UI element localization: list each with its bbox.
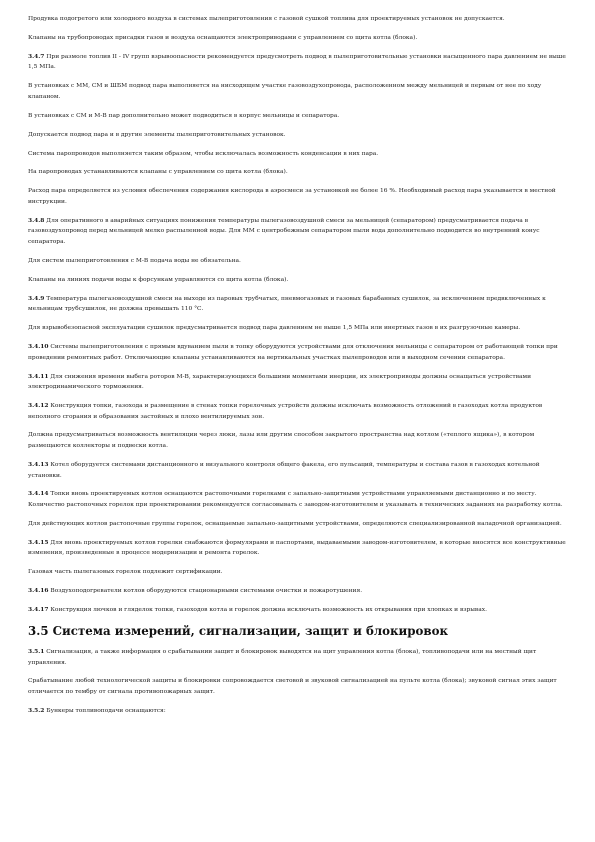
paragraph xyxy=(28,519,567,530)
paragraph xyxy=(28,186,567,207)
paragraph xyxy=(28,538,567,559)
paragraph xyxy=(28,567,567,578)
paragraph xyxy=(28,256,567,267)
paragraph-text: Бункеры топливоподачи оснащаются: xyxy=(46,707,166,714)
section-body xyxy=(28,647,567,717)
paragraph xyxy=(28,149,567,160)
paragraph xyxy=(28,167,567,178)
clause-number: 3.4.12 xyxy=(28,402,49,409)
clause-number: 3.4.16 xyxy=(28,587,49,595)
paragraph xyxy=(28,294,567,315)
clause-number: 3.4.17 xyxy=(28,606,49,614)
paragraph xyxy=(28,372,567,393)
paragraph xyxy=(28,14,567,25)
paragraph-text: Воздухоподогреватели котлов оборудуются стационарными системами очистки и пожаротушения. xyxy=(50,588,363,595)
paragraph xyxy=(28,401,567,422)
clause-number: 3.5.2 xyxy=(28,706,45,714)
paragraph xyxy=(28,647,567,668)
paragraph-text: Система паропроводов выполняется таким образом, чтобы исключалась возможность конденсации в них пара. xyxy=(28,150,379,157)
clause-number: 3.4.14 xyxy=(28,490,49,498)
clause-number: 3.4.9 xyxy=(28,294,45,302)
paragraph-text: В установках с ММ, СМ и ШБМ подвод пара выполняется на нисходящем участке газовоздухопровода, расположенном между мельницей и первым от нее по ходу клапаном. xyxy=(28,83,542,100)
paragraph-text: В установках с СМ и М-В пар дополнительно может подводиться в корпус мельницы и сепаратора. xyxy=(28,112,340,119)
paragraph-text: Температура пылегазовоздушной смеси на выходе из паровых трубчатых, пневмогазовых и газовых барабанных сушилок, за исключением предвключенных к мельницам трубсушилок, не должна превышать 110 °С. xyxy=(28,295,546,313)
paragraph-text: Клапаны на линиях подачи воды к форсункам управляются со щита котла (блока). xyxy=(28,276,289,283)
paragraph xyxy=(28,216,567,248)
paragraph-text: Для систем пылеприготовления с М-В подача воды не обязательна. xyxy=(28,257,241,264)
paragraph-text: На паропроводах устанавливаются клапаны с управлением со щита котла (блока). xyxy=(28,169,288,176)
paragraph-text: Топки вновь проектируемых котлов оснащаются растопочными горелками с запально-защитными устройствами управляемыми дистанционно и по месту. Количество растопочных горелок при проектировании рекомендуется согласовывать с заводом-изготовителем и указывать в технических заданиях на разработку котла. xyxy=(28,491,563,509)
paragraph xyxy=(28,460,567,481)
paragraph-text: Расход пара определяется из условия обеспечения содержания кислорода в аэросмеси за установкой не более 16 %. Необходимый расход пара указывается в местной инструкции. xyxy=(28,188,556,205)
paragraph-text: Должна предусматриваться возможность вентиляции через люки, лазы или другим способом закрытого пространства над котлом («теплого ящика»), в котором размещаются коллекторы и подвески котла. xyxy=(28,432,535,450)
paragraph xyxy=(28,33,567,44)
paragraph-text: Для взрывобезопасной эксплуатации сушилок предусматривается подвод пара давлением не выше 1,5 МПа или инертных газов в их разгрузочные камеры. xyxy=(28,325,521,332)
paragraph-text: Системы пылеприготовления с прямым вдуванием пыли в топку оборудуются устройствами для отключения мельницы с сепаратором от работающей топки при проведении ремонтных работ. Отключающие клапаны устанавливаются на вертикальных участках пылепроводов или в выходном сечении сепаратора. xyxy=(28,344,558,361)
paragraph xyxy=(28,605,567,616)
paragraph xyxy=(28,430,567,451)
clause-number: 3.5.1 xyxy=(28,647,45,655)
paragraph-text: Допускается подвод пара и в другие элементы пылеприготовительных установок. xyxy=(28,131,286,138)
clause-number: 3.4.13 xyxy=(28,460,49,468)
paragraph xyxy=(28,111,567,122)
document-body xyxy=(28,14,567,616)
paragraph xyxy=(28,130,567,141)
paragraph xyxy=(28,275,567,286)
paragraph-text: Срабатывание любой технологической защиты и блокировки сопровождается световой и звуковой сигнализацией на пульте котла (блока); звуковой сигнал этих защит отличается по тембру от сигнала противопожарных защит. xyxy=(28,678,557,696)
paragraph xyxy=(28,489,567,510)
clause-number: 3.4.11 xyxy=(28,372,49,380)
section-heading: 3.5 Система измерений, сигнализации, защит и блокировок xyxy=(28,623,448,638)
paragraph-text: Газовая часть пылегазовых горелок подлежит сертификации. xyxy=(28,569,223,576)
clause-number: 3.4.10 xyxy=(28,343,49,351)
paragraph-text: При размоле топлив II - IV групп взрывоопасности рекомендуется предусмотреть подвод в пылеприготовительные установки насыщенного пара давлением не выше 1,5 МПа. xyxy=(28,53,566,71)
paragraph xyxy=(28,706,567,717)
clause-number: 3.4.7 xyxy=(28,52,45,60)
paragraph-text: Для оперативного в аварийных ситуациях понижения температуры пылегазовоздушной смеси за мельницей (сепаратором) предусматривается подача в газовоздухопровод перед мельницей мелко распыленной воды. Для ММ с центробежным сепаратором пыли вода дополнительно подводится во внутренний конус сепаратора. xyxy=(28,217,540,245)
paragraph xyxy=(28,676,567,697)
paragraph-text: Для действующих котлов растопочные группы горелок, оснащаемые запально-защитными устройствами, определяются специализированной наладочной организацией. xyxy=(28,520,562,527)
paragraph xyxy=(28,323,567,334)
paragraph-text: Конструкция топки, газохода и размещение в стенах топки горелочных устройств должны исключать возможность отложений в газоходах котла продуктов неполного сгорания и образования застойных и плохо вентилируемых зон. xyxy=(28,403,543,420)
paragraph-text: Сигнализация, а также информация о срабатывании защит и блокировок выводятся на щит управления котла (блока), топливоподачи или на местный щит управления. xyxy=(28,648,537,666)
paragraph-text: Для вновь проектируемых котлов горелки снабжаются формулярами и паспортами, выдаваемыми заводом-изготовителем, в которые вносятся все конструктивные изменения, произведенные в процессе модернизации и ремонта горелок. xyxy=(28,539,566,557)
paragraph xyxy=(28,52,567,73)
paragraph-text: Котел оборудуется системами дистанционного и визуального контроля общего факела, его пульсаций, температуры и состава газов в газоходах котельной установки. xyxy=(28,461,540,479)
paragraph xyxy=(28,586,567,597)
paragraph xyxy=(28,81,567,102)
paragraph-text: Продувка подогретого или холодного воздуха в системах пылеприготовления с газовой сушкой топлива для проектируемых установок не допускается. xyxy=(28,16,505,22)
paragraph-text: Клапаны на трубопроводах присадки газов и воздуха оснащаются электроприводами с управлением со щита котла (блока). xyxy=(28,34,418,41)
clause-number: 3.4.8 xyxy=(28,216,45,224)
paragraph-text: Для снижения времени выбега роторов М-В, характеризующихся большими моментами инерции, их электроприводы должны оснащаться устройствами электродинамического торможения. xyxy=(28,373,532,391)
paragraph xyxy=(28,342,567,363)
paragraph-text: Конструкция лючков и гляделок топки, газоходов котла и горелок должна исключать возможность их открывания при хлопках и взрывах. xyxy=(50,607,487,614)
clause-number: 3.4.15 xyxy=(28,538,49,546)
